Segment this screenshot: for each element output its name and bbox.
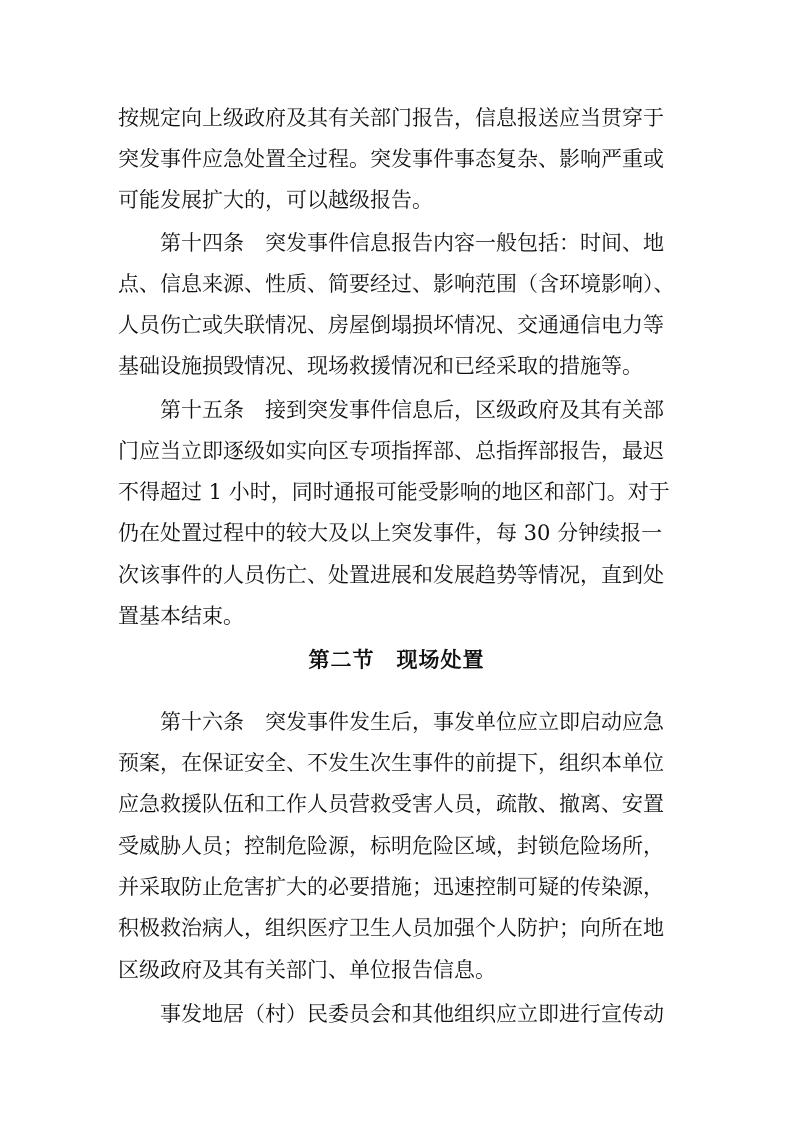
text-line: 点、信息来源、性质、简要经过、影响范围（含环境影响）、 [118, 272, 675, 296]
text-line: 仍在处置过程中的较大及以上突发事件，每 30 分钟续报一 [118, 521, 663, 545]
text-line: 积极救治病人，组织医疗卫生人员加强个人防护；向所在地 [118, 916, 664, 940]
text-line: 按规定向上级政府及其有关部门报告，信息报送应当贯穿于 [118, 106, 664, 130]
text-line: 第十四条 突发事件信息报告内容一般包括：时间、地 [118, 231, 664, 255]
text-line: 人员伤亡或失联情况、房屋倒塌损坏情况、交通通信电力等 [118, 313, 664, 337]
text-line: 不得超过 1 小时，同时通报可能受影响的地区和部门。对于 [118, 480, 670, 504]
text-line: 第十六条 突发事件发生后，事发单位应立即启动应急 [118, 710, 664, 734]
text-line: 门应当立即逐级如实向区专项指挥部、总指挥部报告，最迟 [118, 439, 664, 463]
text-line: 区级政府及其有关部门、单位报告信息。 [118, 958, 496, 982]
text-line: 应急救援队伍和工作人员营救受害人员，疏散、撤离、安置 [118, 792, 664, 816]
text-line: 预案，在保证安全、不发生次生事件的前提下，组织本单位 [118, 751, 664, 775]
section-heading: 第二节 现场处置 [308, 648, 485, 672]
text-line: 突发事件应急处置全过程。突发事件事态复杂、影响严重或 [118, 147, 664, 171]
text-line: 次该事件的人员伤亡、处置进展和发展趋势等情况，直到处 [118, 563, 664, 587]
text-line: 事发地居（村）民委员会和其他组织应立即进行宣传动 [118, 1002, 664, 1026]
text-line: 受威胁人员；控制危险源，标明危险区域，封锁危险场所， [118, 834, 664, 858]
text-line: 置基本结束。 [118, 604, 244, 628]
text-line: 基础设施损毁情况、现场救援情况和已经采取的措施等。 [118, 354, 643, 378]
text-line: 并采取防止危害扩大的必要措施；迅速控制可疑的传染源， [118, 875, 664, 899]
text-line: 第十五条 接到突发事件信息后，区级政府及其有关部 [118, 398, 664, 422]
text-line: 可能发展扩大的，可以越级报告。 [118, 188, 433, 212]
